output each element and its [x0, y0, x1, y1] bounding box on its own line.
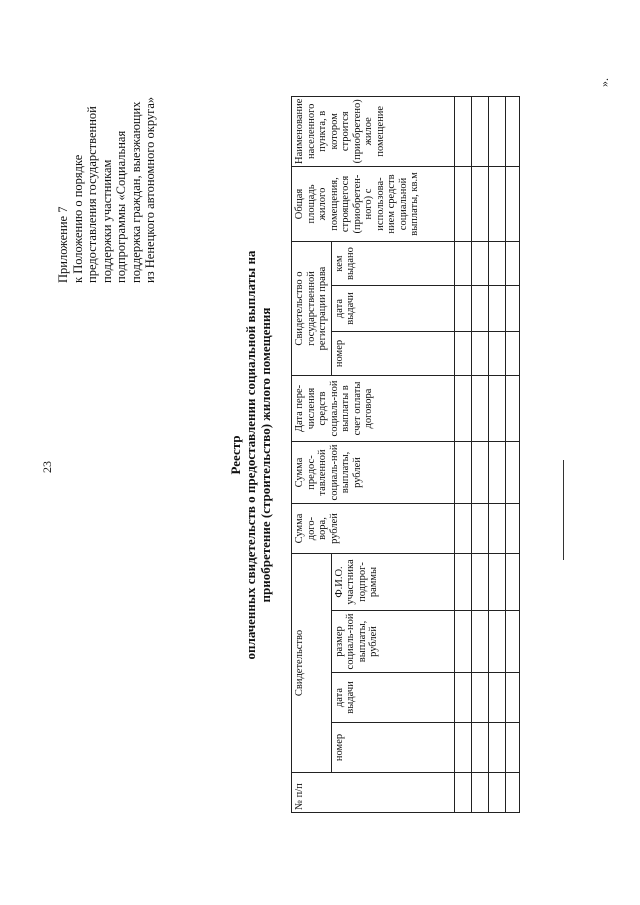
table-cell [454, 376, 471, 442]
table-cell [471, 332, 488, 376]
table-cell [488, 332, 505, 376]
table-cell [488, 376, 505, 442]
title-line: оплаченных свидетельств о предоставлении социальной выплаты на [243, 250, 258, 660]
title-line: приобретение (строительство) жилого помещения [258, 307, 273, 603]
table-cell [505, 611, 519, 673]
appendix-line: Приложение 7 [56, 206, 70, 283]
header-cert-date: дата выдачи [331, 673, 454, 723]
page-number: 23 [40, 461, 54, 473]
header-row-1 [292, 96, 332, 812]
table-cell [505, 504, 519, 554]
table-cell [505, 673, 519, 723]
header-cert-number: номер [331, 723, 454, 773]
header-reg-date: дата выдачи [331, 286, 454, 332]
table-cell [454, 332, 471, 376]
table-row [471, 96, 488, 812]
title-line: Реестр [228, 435, 243, 475]
table-cell [505, 286, 519, 332]
appendix-line: поддержка граждан, выезжающих [128, 101, 143, 283]
header-registration: Свидетельство о государственной регистрации права [292, 242, 332, 376]
table-row [454, 96, 471, 812]
table-cell [454, 554, 471, 611]
header-reg-issuer: кем выдано [331, 242, 454, 286]
table-cell [505, 554, 519, 611]
table-cell [505, 96, 519, 166]
header-provided-sum: Сумма предос-тавленной социаль-ной выплаты, рублей [292, 442, 455, 504]
table-cell [471, 96, 488, 166]
table-cell [471, 442, 488, 504]
table-cell [471, 167, 488, 242]
registry-table [291, 96, 520, 813]
header-num: № п/п [292, 773, 455, 813]
table-cell [454, 504, 471, 554]
header-settlement: Наименование населенного пункта, в котором строится (приобретено) жилое помещение [292, 96, 455, 166]
table-cell [488, 167, 505, 242]
table-cell [471, 286, 488, 332]
table-cell [471, 504, 488, 554]
table-cell [471, 376, 488, 442]
header-area: Общая площадь жилого помещения, строящегося (приобретен-ного) с использова-нием средств социальной выплаты, кв.м [292, 167, 455, 242]
table-cell [505, 332, 519, 376]
table-cell [454, 611, 471, 673]
table-cell [454, 242, 471, 286]
table-cell [454, 96, 471, 166]
table-cell [505, 242, 519, 286]
table-cell [505, 167, 519, 242]
header-reg-number: номер [331, 332, 454, 376]
table-cell [471, 242, 488, 286]
closing-quote: ». [597, 78, 611, 87]
appendix-line: к Положению о порядке [70, 154, 85, 283]
table-cell [454, 673, 471, 723]
signature-line [563, 460, 564, 560]
table-cell [471, 773, 488, 813]
table-cell [488, 242, 505, 286]
table-cell [488, 554, 505, 611]
table-cell [471, 723, 488, 773]
table-cell [505, 723, 519, 773]
table-cell [505, 376, 519, 442]
document-title [228, 95, 273, 815]
table-cell [454, 442, 471, 504]
table-cell [488, 286, 505, 332]
header-cert-fio: Ф.И.О. участника подпрог-раммы [331, 554, 454, 611]
table-cell [488, 673, 505, 723]
appendix-line: поддержки участникам [99, 159, 114, 283]
table-cell [471, 611, 488, 673]
header-contract-sum: Сумма дого-вора, рублей [292, 504, 455, 554]
table-cell [505, 442, 519, 504]
table-cell [454, 723, 471, 773]
table-cell [505, 773, 519, 813]
table-cell [488, 773, 505, 813]
table-row [505, 96, 519, 812]
table-cell [488, 504, 505, 554]
table-cell [454, 167, 471, 242]
appendix-line: подпрограммы «Социальная [114, 130, 128, 283]
header-certificate: Свидетельство [292, 554, 332, 773]
header-transfer-date: Дата пере-числения средств социаль-ной выплаты в счет оплаты договора [292, 376, 455, 442]
table-cell [488, 723, 505, 773]
table-cell [488, 611, 505, 673]
table-cell [454, 773, 471, 813]
table-cell [488, 96, 505, 166]
appendix-line: из Ненецкого автономного округа» [143, 96, 157, 283]
table-cell [454, 286, 471, 332]
appendix-line: предоставления государственной [85, 106, 99, 283]
table-cell [471, 673, 488, 723]
table-cell [471, 554, 488, 611]
table-row [488, 96, 505, 812]
header-cert-amount: размер социаль-ной выплаты, рублей [331, 611, 454, 673]
table-cell [488, 442, 505, 504]
appendix-block [56, 23, 158, 283]
